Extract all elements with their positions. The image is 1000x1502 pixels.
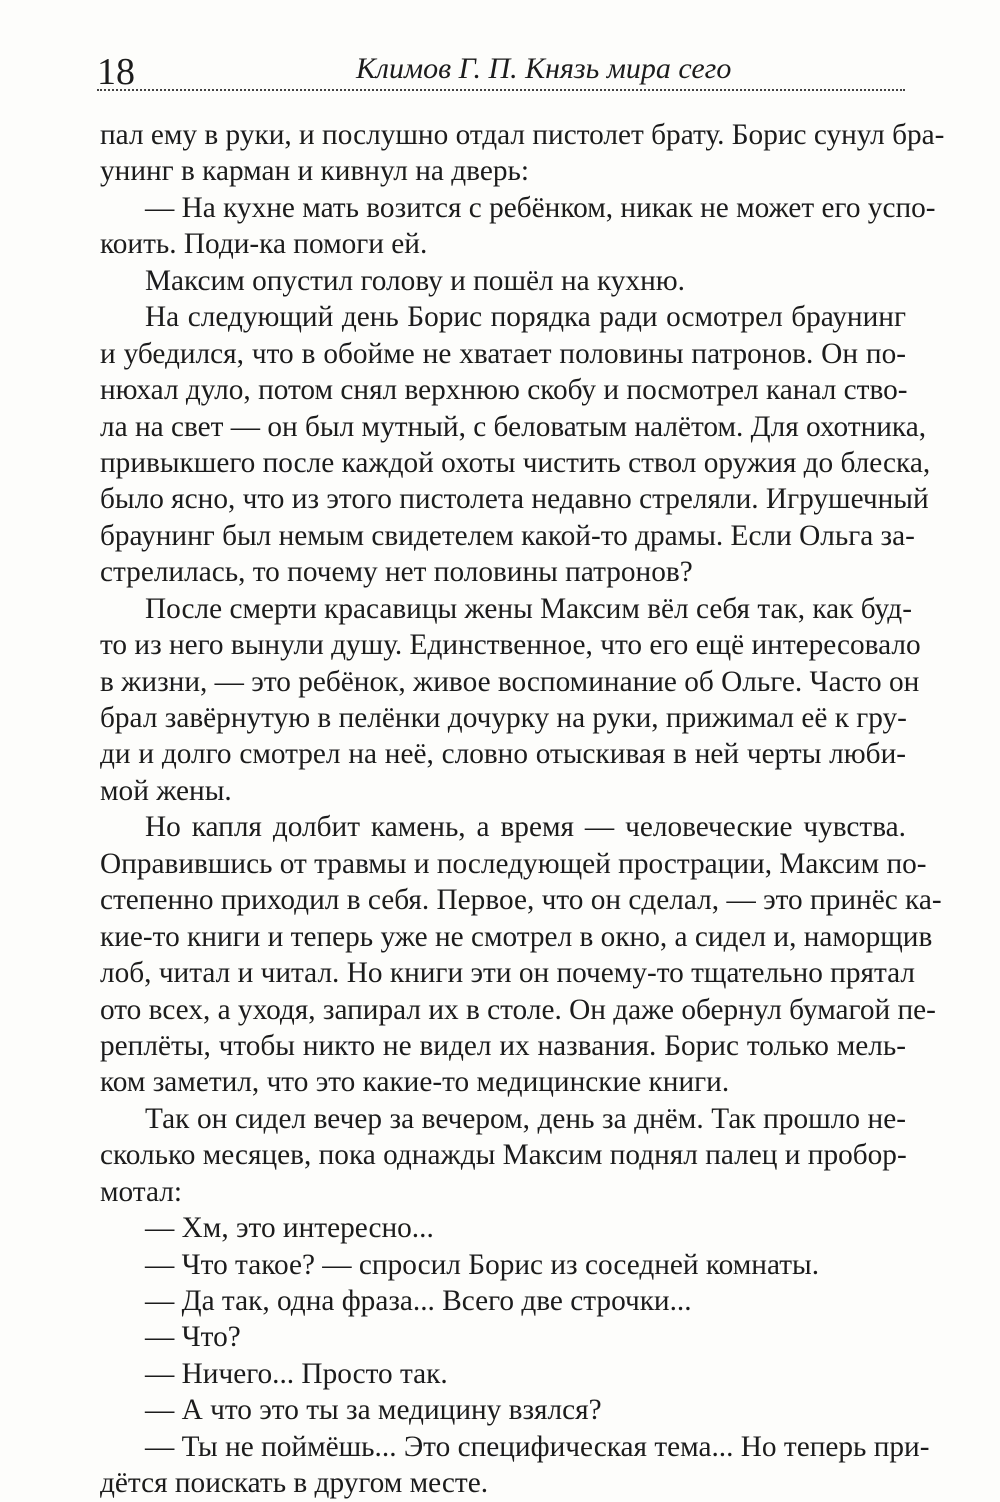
text-line: унинг в карман и кивнул на дверь: xyxy=(100,155,529,188)
text-line: — Хм, это интересно... xyxy=(145,1212,434,1245)
text-line: ото всех, а уходя, запирал их в столе. Он даже обернул бумагой пе- xyxy=(100,993,936,1026)
text-line: пал ему в руки, и послушно отдал пистолет брату. Борис сунул бра- xyxy=(100,119,945,151)
text-line: — Ничего... Просто так. xyxy=(145,1357,448,1390)
text-line: кие-то книги и теперь уже не смотрел в окно, а сидел и, наморщив xyxy=(100,920,933,953)
paragraph xyxy=(100,263,906,299)
header-rule xyxy=(97,89,905,91)
text-line: — Что такое? — спросил Борис из соседней комнаты. xyxy=(145,1248,820,1281)
text-line: то из него вынули душу. Единственное, что его ещё интересовало xyxy=(100,629,921,662)
text-line: Максим опустил голову и пошёл на кухню. xyxy=(145,264,685,297)
text-line: Но капля долбит камень, а время — человеческие чувства. xyxy=(145,811,906,844)
text-line: было ясно, что из этого пистолета недавно стреляли. Игрушечный xyxy=(100,483,929,516)
paragraph xyxy=(100,1356,906,1392)
paragraph xyxy=(100,117,945,190)
text-line: — Да так, одна фраза... Всего две строчки... xyxy=(145,1285,692,1317)
text-line: — А что это ты за медицину взялся? xyxy=(145,1394,602,1427)
text-line: — На кухне мать возится с ребёнком, никак не может его успо- xyxy=(145,191,936,224)
text-line: — Что? xyxy=(145,1321,241,1354)
paragraph xyxy=(100,1283,906,1319)
text-line: коить. Поди-ка помоги ей. xyxy=(100,228,428,261)
text-line: брал завёрнутую в пелёнки дочурку на руки, прижимал её к гру- xyxy=(100,702,907,734)
text-line: привыкшего после каждой охоты чистить ствол оружия до блеска, xyxy=(100,446,931,479)
paragraph xyxy=(100,190,936,263)
paragraph xyxy=(100,591,921,810)
text-line: сколько месяцев, пока однажды Максим поднял палец и пробор- xyxy=(100,1139,907,1172)
running-head: Климов Г. П. Князь мира сего xyxy=(356,52,732,85)
body-text xyxy=(100,117,945,1502)
text-line: На следующий день Борис порядка ради осмотрел браунинг xyxy=(145,301,906,334)
paragraph xyxy=(100,1101,906,1210)
text-line: После смерти красавицы жены Максим вёл себя так, как буд- xyxy=(145,592,912,625)
paragraph xyxy=(100,1392,906,1428)
text-line: нюхал дуло, потом снял верхнюю скобу и посмотрел канал ство- xyxy=(100,374,908,407)
paragraph xyxy=(100,809,942,1101)
text-line: ком заметил, что это какие-то медицинские книги. xyxy=(100,1066,730,1099)
text-line: лоб, читал и читал. Но книги эти он почему-то тщательно прятал xyxy=(100,957,916,990)
paragraph xyxy=(100,299,931,591)
text-line: стрелилась, то почему нет половины патронов? xyxy=(100,556,693,589)
page-number: 18 xyxy=(97,51,135,93)
paragraph xyxy=(100,1247,906,1283)
text-line: в жизни, — это ребёнок, живое воспоминание об Ольге. Часто он xyxy=(100,665,920,698)
text-line: мотал: xyxy=(100,1175,182,1208)
paragraph xyxy=(100,1429,930,1502)
text-line: степенно приходил в себя. Первое, что он сделал, — это принёс ка- xyxy=(100,884,942,917)
text-line: мой жены. xyxy=(100,774,232,807)
paragraph xyxy=(100,1210,906,1246)
text-line: — Ты не поймёшь... Это специфическая тема... Но теперь при- xyxy=(145,1430,930,1463)
paragraph xyxy=(100,1319,906,1355)
text-line: реплёты, чтобы никто не видел их названия. Борис только мель- xyxy=(100,1029,906,1062)
text-line: Оправившись от травмы и последующей прострации, Максим по- xyxy=(100,847,927,880)
text-line: Так он сидел вечер за вечером, день за днём. Так прошло не- xyxy=(145,1102,906,1135)
text-line: дётся поискать в другом месте. xyxy=(100,1467,489,1500)
text-line: ди и долго смотрел на неё, словно отыскивая в ней черты люби- xyxy=(100,738,906,771)
text-line: ла на свет — он был мутный, с беловатым налётом. Для охотника, xyxy=(100,410,927,443)
text-line: браунинг был немым свидетелем какой-то драмы. Если Ольга за- xyxy=(100,519,915,552)
text-line: и убедился, что в обойме не хватает половины патронов. Он по- xyxy=(100,337,906,370)
